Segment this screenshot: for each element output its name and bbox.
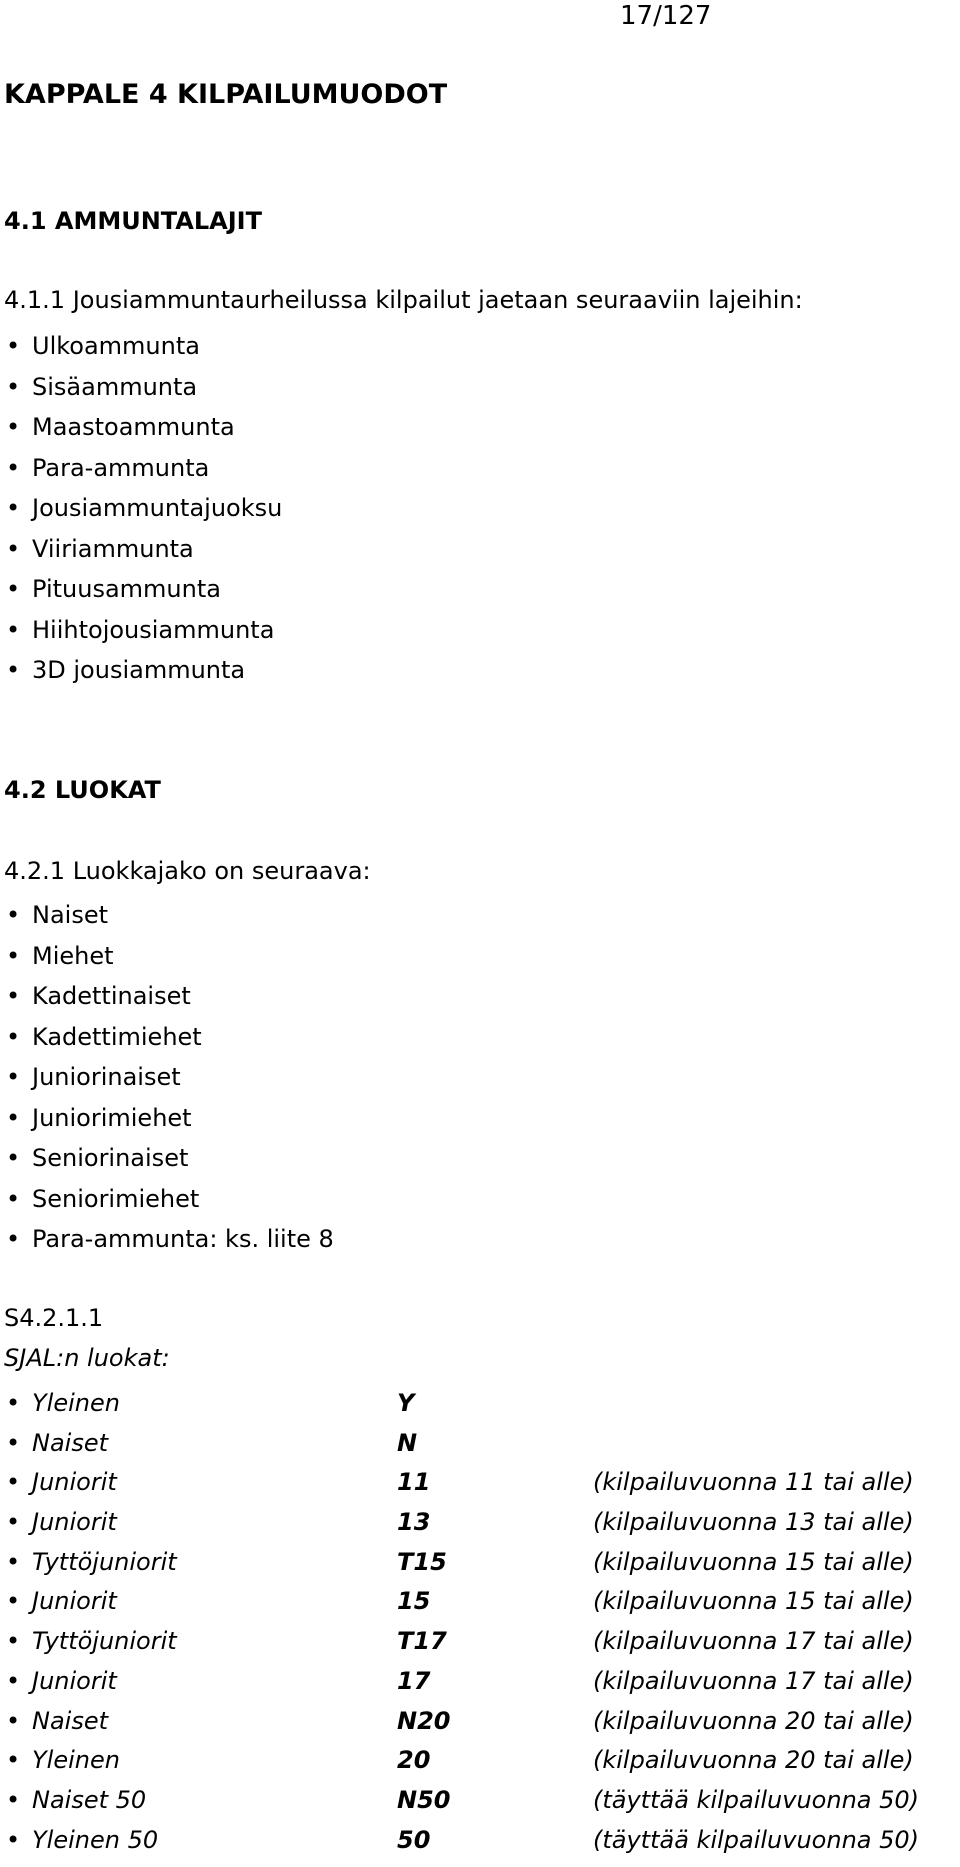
class-description: (kilpailuvuonna 17 tai alle) [593,1627,914,1656]
class-name: Naiset [32,1706,109,1735]
list-item: • Juniorimiehet [0,1098,334,1139]
class-description: (kilpailuvuonna 11 tai alle) [593,1468,914,1497]
section-2-intro: 4.2.1 Luokkajako on seuraava: [4,857,371,885]
class-code: 11 [397,1468,431,1497]
class-code: N [397,1428,418,1457]
class-code: 20 [397,1746,431,1775]
list-item: • Para-ammunta: ks. liite 8 [0,1219,334,1260]
list-item: • Juniorinaiset [0,1057,334,1098]
class-code: Y [397,1389,415,1417]
list-item: • Miehet [0,936,334,977]
class-code: N20 [397,1706,451,1735]
section-title-luokat: 4.2 LUOKAT [4,776,161,804]
sjal-classes-heading: SJAL:n luokat: [4,1344,170,1372]
class-name: Yleinen 50 [32,1825,159,1854]
class-name: Juniorit [32,1666,117,1695]
class-name: Naiset [32,1428,109,1457]
discipline-list [0,326,282,691]
page-number: 17/127 [620,1,712,31]
list-item: • Hiihtojousiammunta [0,610,282,651]
class-name: Juniorit [32,1468,117,1497]
class-code: 13 [397,1508,431,1537]
class-name: Yleinen [32,1746,120,1775]
class-code: N50 [397,1785,451,1814]
class-description: (täyttää kilpailuvuonna 50) [593,1825,920,1854]
class-name: Tyttöjuniorit [32,1547,177,1576]
class-description: (täyttää kilpailuvuonna 50) [593,1785,920,1814]
class-description: (kilpailuvuonna 15 tai alle) [593,1547,914,1576]
class-description: (kilpailuvuonna 13 tai alle) [593,1508,914,1537]
list-item: • Kadettimiehet [0,1017,334,1058]
list-item: • Pituusammunta [0,569,282,610]
class-description: (kilpailuvuonna 17 tai alle) [593,1666,914,1695]
class-code: T15 [397,1547,447,1576]
class-name: Juniorit [32,1508,117,1537]
list-item: • Seniorimiehet [0,1179,334,1220]
list-item: • Ulkoammunta [0,326,282,367]
class-name: Naiset 50 [32,1785,147,1814]
section-title-ammuntalajit: 4.1 AMMUNTALAJIT [4,207,262,235]
class-code: 50 [397,1825,431,1854]
list-item: • Viiriammunta [0,529,282,570]
list-item: • Maastoammunta [0,407,282,448]
class-name: Juniorit [32,1587,117,1616]
class-list [0,895,334,1260]
class-code: 15 [397,1587,431,1616]
class-description: (kilpailuvuonna 15 tai alle) [593,1587,914,1616]
section-1-intro: 4.1.1 Jousiammuntaurheilussa kilpailut jaetaan seuraaviin lajeihin: [4,286,803,314]
class-code: 17 [397,1666,431,1695]
list-item: • Seniorinaiset [0,1138,334,1179]
rule-reference: S4.2.1.1 [4,1304,104,1332]
list-item: • Kadettinaiset [0,976,334,1017]
list-item: • Jousiammuntajuoksu [0,488,282,529]
class-name: Tyttöjuniorit [32,1627,177,1656]
class-code: T17 [397,1627,447,1656]
list-item: • 3D jousiammunta [0,650,282,691]
list-item: • Para-ammunta [0,448,282,489]
class-description: (kilpailuvuonna 20 tai alle) [593,1746,914,1775]
list-item: • Naiset [0,895,334,936]
class-description: (kilpailuvuonna 20 tai alle) [593,1706,914,1735]
list-item: • Sisäammunta [0,367,282,408]
class-name: Yleinen [32,1389,120,1417]
chapter-title: KAPPALE 4 KILPAILUMUODOT [4,79,448,110]
